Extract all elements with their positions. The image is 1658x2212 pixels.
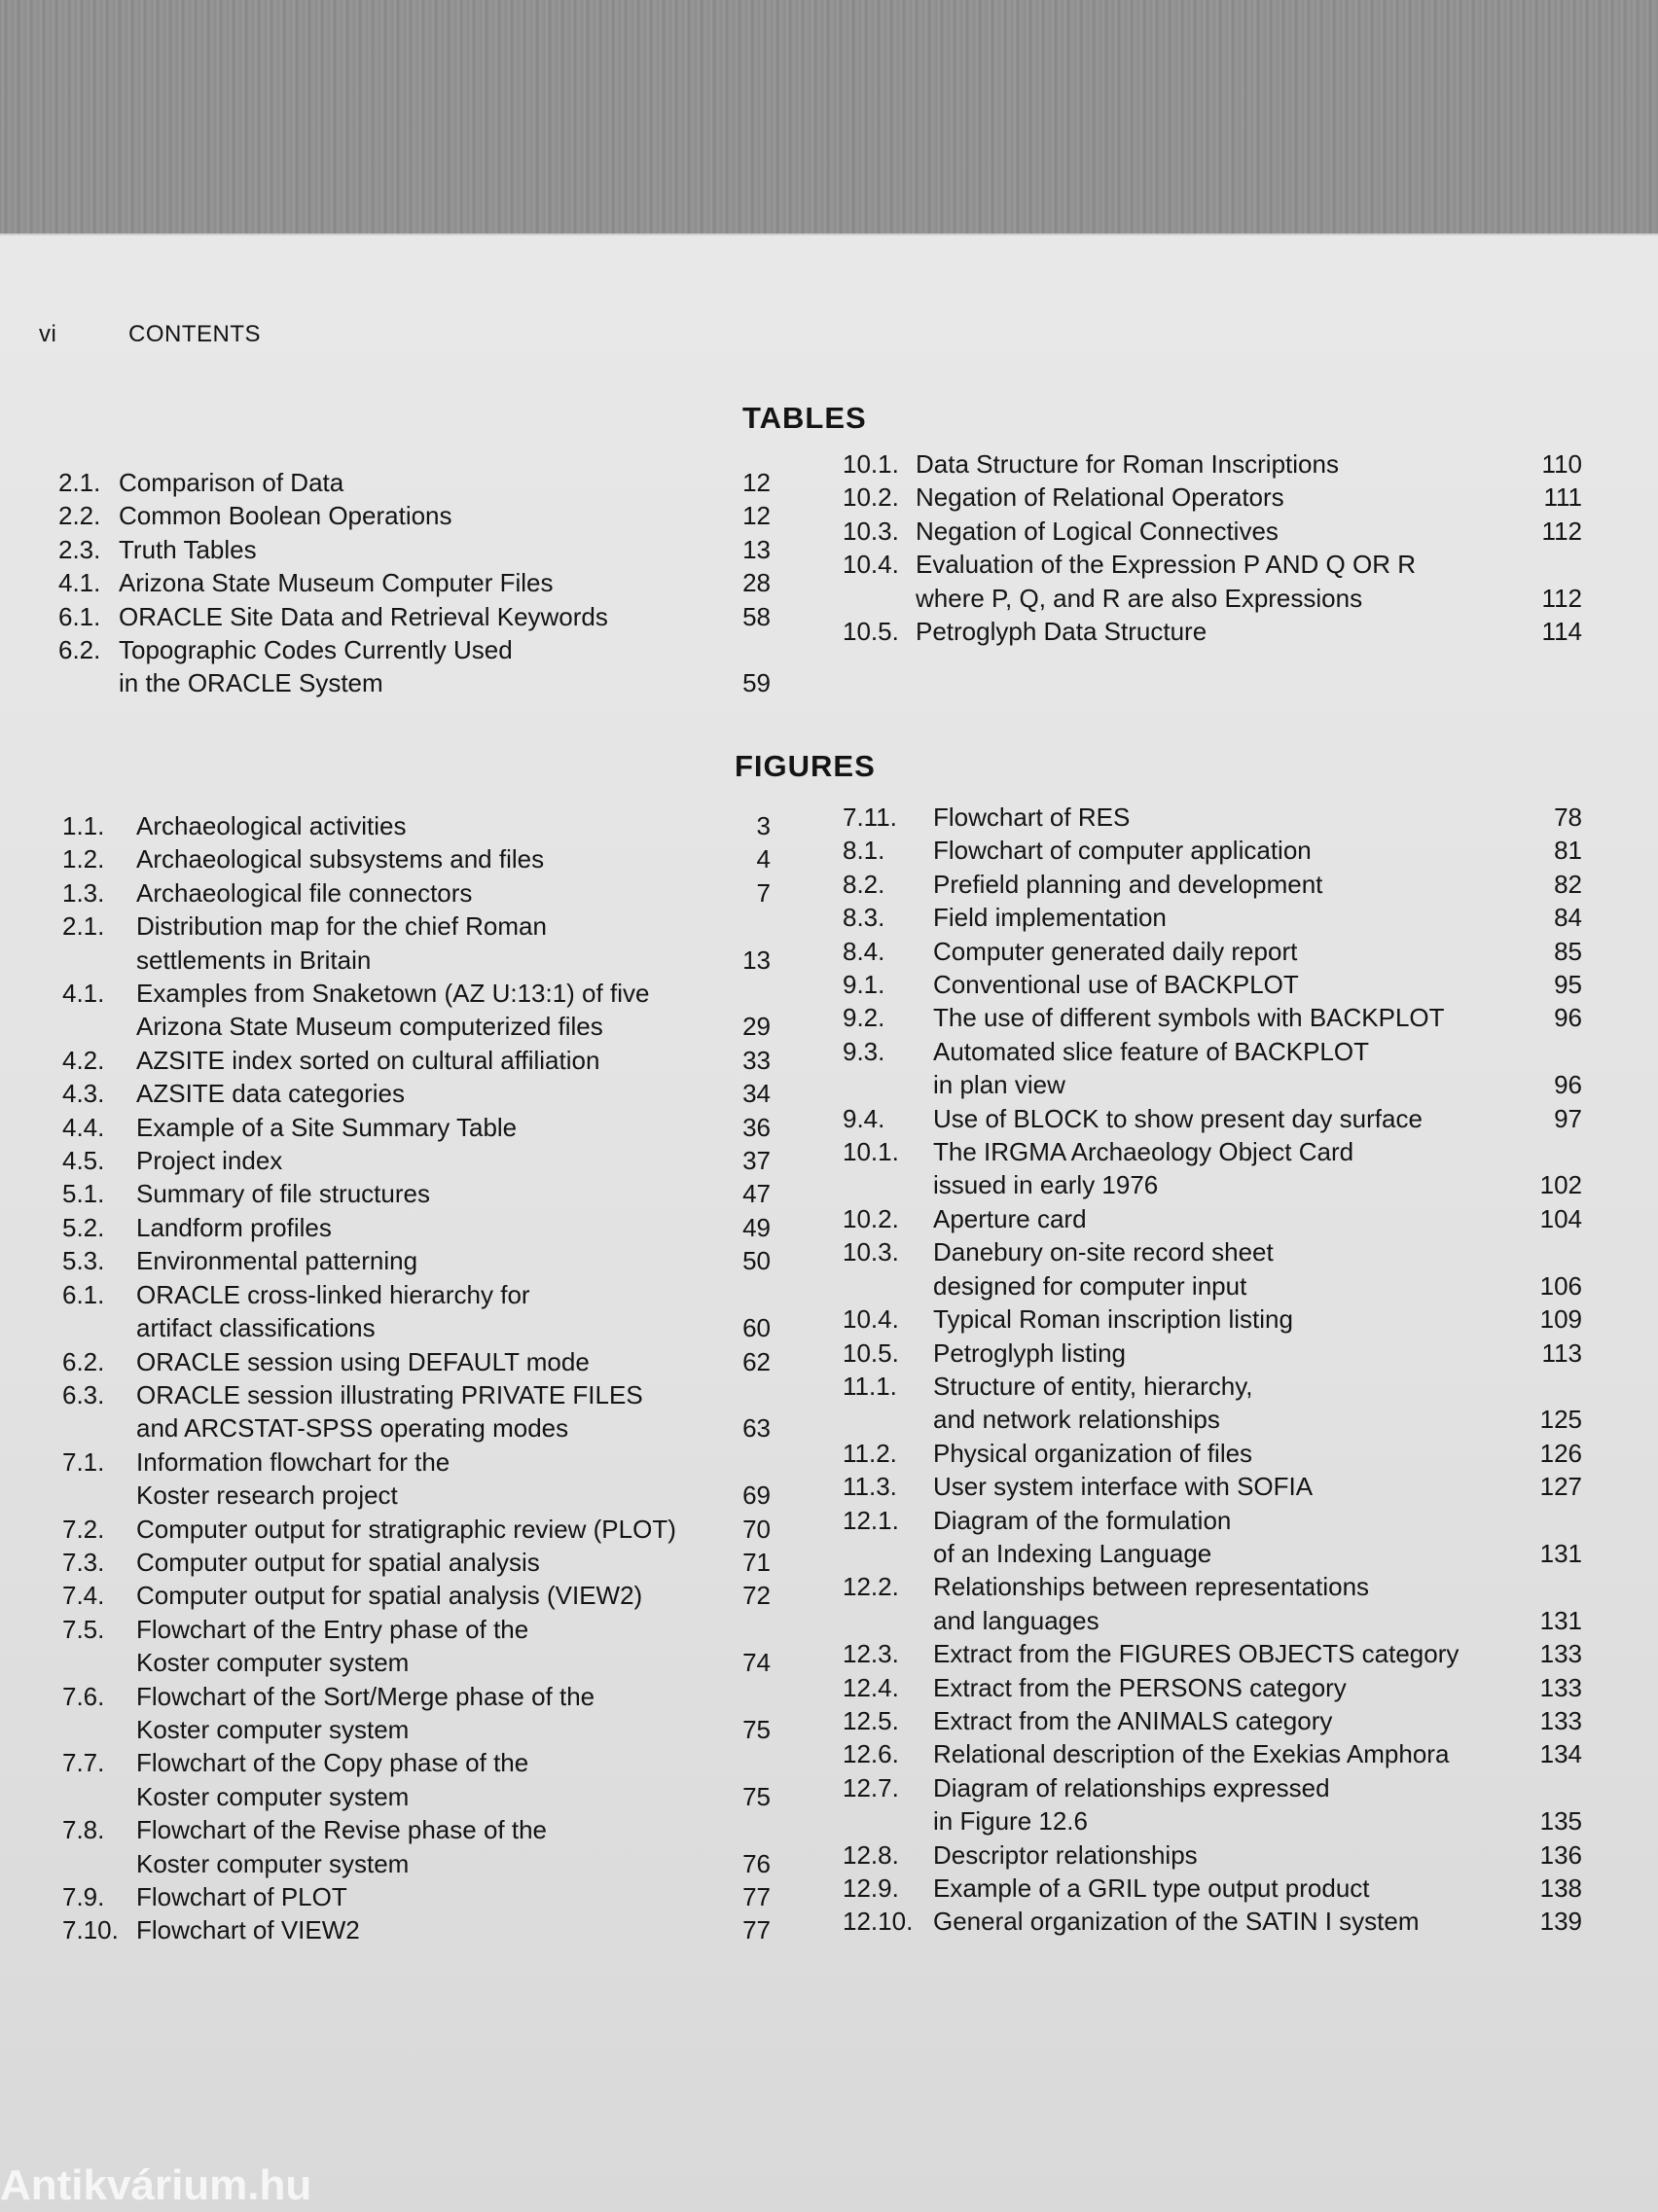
entry-title: Archaeological file connectors: [136, 877, 473, 908]
entry-title: Automated slice feature of BACKPLOT in plan view: [933, 1036, 1369, 1100]
entry-title: ORACLE Site Data and Retrieval Keywords: [119, 601, 608, 631]
contents-entry: [62, 1613, 771, 1680]
entry-page-number: 96: [1554, 1070, 1582, 1100]
contents-entry: [843, 1737, 1582, 1770]
entry-page-number: 136: [1539, 1839, 1582, 1870]
entry-title: Petroglyph Data Structure: [916, 617, 1207, 647]
entry-title: Diagram of relationships expressed in Figure 12.6: [933, 1772, 1330, 1837]
entry-title: Petroglyph listing: [933, 1338, 1126, 1368]
contents-entry: [62, 842, 771, 875]
entry-title: Summary of file structures: [136, 1179, 430, 1209]
contents-entry: [62, 1546, 771, 1579]
entry-title: Data Structure for Roman Inscriptions: [916, 449, 1339, 479]
entry-title: Computer output for spatial analysis: [136, 1547, 540, 1577]
entry-title: AZSITE data categories: [136, 1079, 406, 1109]
entry-page-number: 131: [1539, 1538, 1582, 1568]
entry-title: Landform profiles: [136, 1212, 332, 1242]
entry-title: Flowchart of RES: [933, 803, 1131, 832]
contents-entry: [843, 901, 1582, 934]
entry-number: 7.10.: [62, 1915, 119, 1945]
contents-entry: [843, 1905, 1582, 1938]
entry-number: 2.1.: [62, 911, 105, 942]
entry-number: 7.5.: [62, 1614, 105, 1644]
entry-page-number: 112: [1541, 516, 1582, 546]
figures-heading: FIGURES: [735, 749, 876, 783]
contents-entry: [843, 868, 1582, 901]
entry-title: Danebury on-site record sheet designed for computer input: [933, 1237, 1274, 1301]
entry-number: 4.5.: [62, 1146, 105, 1176]
entry-page-number: 28: [742, 568, 771, 598]
entry-page-number: 63: [742, 1413, 771, 1444]
contents-entry: [843, 481, 1582, 514]
entry-page-number: 12: [742, 468, 771, 497]
entry-title: Use of BLOCK to show present day surface: [933, 1103, 1423, 1133]
contents-entry: [62, 1244, 771, 1277]
entry-page-number: 74: [742, 1648, 771, 1678]
contents-entry: [843, 1135, 1582, 1202]
entry-title: Archaeological activities: [136, 811, 407, 840]
contents-entry: [843, 1202, 1582, 1235]
entry-page-number: 109: [1539, 1304, 1582, 1335]
entry-number: 4.2.: [62, 1045, 105, 1075]
entry-number: 2.2.: [58, 501, 101, 531]
entry-page-number: 62: [742, 1346, 771, 1376]
contents-entry: [843, 615, 1582, 648]
entry-page-number: 104: [1539, 1203, 1582, 1233]
entry-number: 2.1.: [58, 468, 101, 497]
entry-number: 5.1.: [62, 1179, 105, 1209]
entry-page-number: 127: [1539, 1472, 1582, 1502]
entry-page-number: 34: [742, 1079, 771, 1109]
tables-heading: TABLES: [742, 401, 867, 435]
entry-title: AZSITE index sorted on cultural affiliation: [136, 1045, 600, 1075]
entry-number: 11.3.: [843, 1472, 897, 1502]
entry-number: 12.4.: [843, 1672, 899, 1702]
entry-page-number: 85: [1554, 936, 1582, 966]
entry-page-number: 133: [1539, 1705, 1582, 1735]
entry-page-number: 59: [742, 668, 771, 698]
entry-number: 4.4.: [62, 1112, 105, 1142]
contents-entry: [62, 1345, 771, 1378]
entry-number: 5.3.: [62, 1246, 105, 1276]
entry-page-number: 139: [1539, 1907, 1582, 1937]
figures-right-column: [843, 801, 1582, 1939]
entry-page-number: 133: [1539, 1639, 1582, 1669]
entry-page-number: 36: [742, 1112, 771, 1142]
contents-entry: [62, 1513, 771, 1546]
entry-number: 7.7.: [62, 1748, 105, 1778]
page-folio: vi: [39, 321, 57, 347]
entry-title: Conventional use of BACKPLOT: [933, 970, 1299, 1000]
entry-title: Flowchart of the Sort/Merge phase of the Koster computer system: [136, 1681, 595, 1744]
entry-page-number: 112: [1541, 583, 1582, 613]
entry-title: ORACLE session illustrating PRIVATE FILES and ARCSTAT-SPSS operating modes: [136, 1379, 643, 1444]
contents-entry: [62, 1211, 771, 1244]
background-surface: [0, 0, 1658, 238]
contents-entry: [62, 1044, 771, 1077]
entry-page-number: 47: [742, 1179, 771, 1209]
entry-number: 12.3.: [843, 1639, 899, 1669]
entry-title: Typical Roman inscription listing: [933, 1304, 1293, 1335]
entry-number: 8.1.: [843, 836, 885, 866]
running-head-title: CONTENTS: [128, 321, 261, 347]
entry-title: Topographic Codes Currently Used in the ORACLE System: [119, 635, 513, 698]
contents-entry: [62, 1913, 771, 1946]
entry-page-number: 97: [1554, 1103, 1582, 1133]
entry-number: 6.3.: [62, 1379, 105, 1409]
contents-entry: [62, 1378, 771, 1445]
entry-title: Extract from the ANIMALS category: [933, 1705, 1333, 1735]
entry-page-number: 81: [1554, 836, 1582, 866]
entry-number: 7.11.: [843, 803, 897, 832]
contents-entry: [843, 1872, 1582, 1905]
entry-number: 12.5.: [843, 1705, 899, 1735]
entry-number: 10.4.: [843, 1304, 899, 1335]
entry-title: Aperture card: [933, 1203, 1087, 1233]
entry-page-number: 77: [742, 1882, 771, 1911]
entry-number: 1.2.: [62, 844, 105, 874]
entry-page-number: 84: [1554, 903, 1582, 933]
entry-title: Truth Tables: [119, 534, 257, 564]
entry-page-number: 75: [742, 1714, 771, 1744]
entry-title: Distribution map for the chief Roman settlements in Britain: [136, 911, 547, 975]
entry-title: General organization of the SATIN I system: [933, 1907, 1420, 1937]
contents-entry: [62, 977, 771, 1044]
contents-entry: [843, 968, 1582, 1001]
entry-number: 7.9.: [62, 1882, 105, 1911]
entry-page-number: 7: [756, 877, 771, 908]
entry-title: Computer generated daily report: [933, 936, 1298, 966]
entry-page-number: 72: [742, 1581, 771, 1611]
entry-page-number: 33: [742, 1045, 771, 1075]
contents-entry: [62, 1579, 771, 1612]
entry-number: 9.3.: [843, 1036, 885, 1066]
entry-title: Example of a GRIL type output product: [933, 1873, 1370, 1903]
contents-entry: [843, 1370, 1582, 1437]
entry-page-number: 60: [742, 1313, 771, 1343]
entry-page-number: 96: [1554, 1003, 1582, 1033]
entry-number: 12.10.: [843, 1907, 914, 1937]
watermark-text: Antikvárium.hu: [0, 2161, 312, 2209]
contents-entry: [58, 600, 771, 633]
entry-page-number: 82: [1554, 869, 1582, 899]
entry-page-number: 69: [742, 1481, 771, 1511]
entry-page-number: 135: [1539, 1806, 1582, 1837]
entry-title: Extract from the FIGURES OBJECTS category: [933, 1639, 1460, 1669]
contents-entry: [58, 633, 771, 700]
entry-number: 6.2.: [58, 635, 101, 665]
contents-entry: [843, 1570, 1582, 1637]
entry-title: User system interface with SOFIA: [933, 1472, 1314, 1502]
entry-number: 8.2.: [843, 869, 885, 899]
contents-entry: [843, 1671, 1582, 1704]
entry-number: 9.4.: [843, 1103, 885, 1133]
entry-number: 2.3.: [58, 534, 101, 564]
running-head: [39, 321, 1304, 348]
entry-title: Common Boolean Operations: [119, 501, 452, 531]
contents-entry: [62, 876, 771, 910]
entry-title: Relational description of the Exekias Amphora: [933, 1739, 1450, 1769]
entry-title: Flowchart of the Entry phase of the Koster computer system: [136, 1614, 529, 1678]
entry-title: Information flowchart for the Koster research project: [136, 1446, 451, 1511]
entry-number: 7.6.: [62, 1681, 105, 1711]
entry-title: Field implementation: [933, 903, 1167, 933]
entry-page-number: 71: [742, 1547, 771, 1577]
contents-entry: [843, 1704, 1582, 1737]
contents-entry: [62, 1445, 771, 1513]
contents-entry: [843, 1470, 1582, 1503]
entry-number: 4.3.: [62, 1079, 105, 1109]
contents-entry: [843, 1102, 1582, 1135]
entry-number: 10.4.: [843, 550, 899, 580]
contents-entry: [62, 1880, 771, 1913]
entry-title: Evaluation of the Expression P AND Q OR R where P, Q, and R are also Expressions: [916, 550, 1416, 613]
entry-number: 12.7.: [843, 1772, 899, 1802]
entry-number: 12.1.: [843, 1505, 899, 1535]
entry-number: 10.5.: [843, 1338, 899, 1368]
contents-entry: [58, 466, 771, 499]
entry-title: Flowchart of the Copy phase of the Koster computer system: [136, 1748, 529, 1811]
entry-page-number: 29: [742, 1012, 771, 1042]
contents-entry: [58, 499, 771, 532]
entry-title: Arizona State Museum Computer Files: [119, 568, 554, 598]
entry-title: Project index: [136, 1146, 283, 1176]
entry-number: 1.1.: [62, 811, 105, 840]
entry-page-number: 102: [1539, 1170, 1582, 1200]
contents-entry: [62, 1746, 771, 1813]
contents-entry: [843, 801, 1582, 834]
contents-entry: [843, 1235, 1582, 1302]
contents-entry: [62, 1813, 771, 1880]
entry-number: 4.1.: [62, 979, 105, 1009]
entry-page-number: 12: [742, 501, 771, 531]
entry-page-number: 114: [1541, 617, 1582, 647]
entry-title: Relationships between representations and languages: [933, 1572, 1370, 1635]
entry-page-number: 134: [1539, 1739, 1582, 1769]
entry-number: 7.1.: [62, 1446, 105, 1477]
entry-number: 12.8.: [843, 1839, 899, 1870]
entry-title: Negation of Logical Connectives: [916, 516, 1279, 546]
contents-entry: [843, 1838, 1582, 1872]
tables-right-column: [843, 447, 1582, 648]
entry-number: 6.2.: [62, 1346, 105, 1376]
tables-left-column: [58, 466, 771, 700]
contents-entry: [62, 910, 771, 977]
entry-title: Flowchart of VIEW2: [136, 1915, 360, 1945]
contents-entry: [62, 1680, 771, 1747]
entry-number: 10.1.: [843, 449, 899, 479]
entry-title: The use of different symbols with BACKPLOT: [933, 1003, 1445, 1033]
contents-entry: [843, 447, 1582, 481]
entry-number: 9.1.: [843, 970, 885, 1000]
entry-number: 12.6.: [843, 1739, 899, 1769]
entry-page-number: 131: [1539, 1605, 1582, 1635]
contents-entry: [843, 1637, 1582, 1670]
entry-page-number: 75: [742, 1781, 771, 1811]
entry-page-number: 3: [756, 811, 771, 840]
contents-entry: [62, 1144, 771, 1177]
contents-entry: [58, 566, 771, 599]
entry-page-number: 110: [1541, 449, 1582, 479]
entry-number: 11.2.: [843, 1438, 897, 1468]
entry-page-number: 37: [742, 1146, 771, 1176]
entry-page-number: 111: [1543, 482, 1582, 513]
entry-number: 12.2.: [843, 1572, 899, 1602]
entry-page-number: 125: [1539, 1405, 1582, 1435]
entry-page-number: 138: [1539, 1873, 1582, 1903]
entry-title: ORACLE cross-linked hierarchy for artifact classifications: [136, 1279, 530, 1343]
entry-page-number: 113: [1541, 1338, 1582, 1368]
entry-number: 7.3.: [62, 1547, 105, 1577]
entry-title: Structure of entity, hierarchy, and network relationships: [933, 1371, 1253, 1435]
entry-page-number: 49: [742, 1212, 771, 1242]
entry-number: 1.3.: [62, 877, 105, 908]
entry-number: 7.8.: [62, 1815, 105, 1845]
entry-page-number: 95: [1554, 970, 1582, 1000]
contents-entry: [62, 1278, 771, 1345]
entry-number: 11.1.: [843, 1371, 897, 1401]
contents-entry: [62, 1177, 771, 1210]
contents-entry: [58, 533, 771, 566]
entry-number: 8.4.: [843, 936, 885, 966]
entry-number: 10.1.: [843, 1137, 899, 1167]
entry-page-number: 13: [742, 534, 771, 564]
entry-number: 6.1.: [58, 601, 101, 631]
entry-title: Environmental patterning: [136, 1246, 418, 1276]
entry-title: Diagram of the formulation of an Indexing Language: [933, 1505, 1232, 1568]
entry-title: Physical organization of files: [933, 1438, 1253, 1468]
entry-page-number: 50: [742, 1246, 771, 1276]
contents-entry: [62, 809, 771, 842]
entry-number: 10.3.: [843, 1237, 899, 1267]
figures-left-column: [62, 809, 771, 1947]
entry-number: 7.4.: [62, 1581, 105, 1611]
entry-title: Flowchart of the Revise phase of the Koster computer system: [136, 1815, 548, 1878]
entry-title: Descriptor relationships: [933, 1839, 1198, 1870]
contents-entry: [62, 1077, 771, 1110]
entry-number: 7.2.: [62, 1514, 105, 1544]
contents-entry: [843, 1504, 1582, 1571]
contents-entry: [843, 1337, 1582, 1370]
entry-number: 9.2.: [843, 1003, 885, 1033]
entry-page-number: 70: [742, 1514, 771, 1544]
entry-title: Extract from the PERSONS category: [933, 1672, 1347, 1702]
entry-title: Prefield planning and development: [933, 869, 1323, 899]
entry-page-number: 106: [1539, 1270, 1582, 1301]
entry-title: Examples from Snaketown (AZ U:13:1) of five Arizona State Museum computerized files: [136, 979, 650, 1042]
entry-title: Example of a Site Summary Table: [136, 1112, 518, 1142]
entry-page-number: 4: [756, 844, 771, 874]
entry-title: ORACLE session using DEFAULT mode: [136, 1346, 590, 1376]
entry-page-number: 76: [742, 1848, 771, 1878]
entry-number: 10.5.: [843, 617, 899, 647]
entry-number: 4.1.: [58, 568, 101, 598]
contents-entry: [843, 1771, 1582, 1838]
entry-number: 10.2.: [843, 1203, 899, 1233]
entry-number: 10.3.: [843, 516, 899, 546]
entry-title: Computer output for spatial analysis (VIEW2): [136, 1581, 643, 1611]
contents-entry: [62, 1111, 771, 1144]
entry-number: 5.2.: [62, 1212, 105, 1242]
entry-title: Flowchart of computer application: [933, 836, 1312, 866]
entry-title: Negation of Relational Operators: [916, 482, 1284, 513]
contents-entry: [843, 1302, 1582, 1336]
entry-page-number: 78: [1554, 803, 1582, 832]
entry-page-number: 133: [1539, 1672, 1582, 1702]
entry-title: Comparison of Data: [119, 468, 344, 497]
entry-title: Computer output for stratigraphic review (PLOT): [136, 1514, 676, 1544]
contents-entry: [843, 1437, 1582, 1470]
entry-number: 12.9.: [843, 1873, 899, 1903]
contents-entry: [843, 1035, 1582, 1102]
entry-page-number: 58: [742, 601, 771, 631]
entry-page-number: 126: [1539, 1438, 1582, 1468]
contents-entry: [843, 548, 1582, 615]
entry-number: 6.1.: [62, 1279, 105, 1309]
entry-number: 10.2.: [843, 482, 899, 513]
contents-entry: [843, 515, 1582, 548]
entry-page-number: 77: [742, 1915, 771, 1945]
entry-title: The IRGMA Archaeology Object Card issued in early 1976: [933, 1137, 1354, 1200]
entry-title: Archaeological subsystems and files: [136, 844, 545, 874]
entry-title: Flowchart of PLOT: [136, 1882, 347, 1911]
entry-number: 8.3.: [843, 903, 885, 933]
contents-entry: [843, 935, 1582, 968]
entry-page-number: 13: [742, 945, 771, 975]
contents-entry: [843, 1001, 1582, 1034]
contents-entry: [843, 834, 1582, 867]
